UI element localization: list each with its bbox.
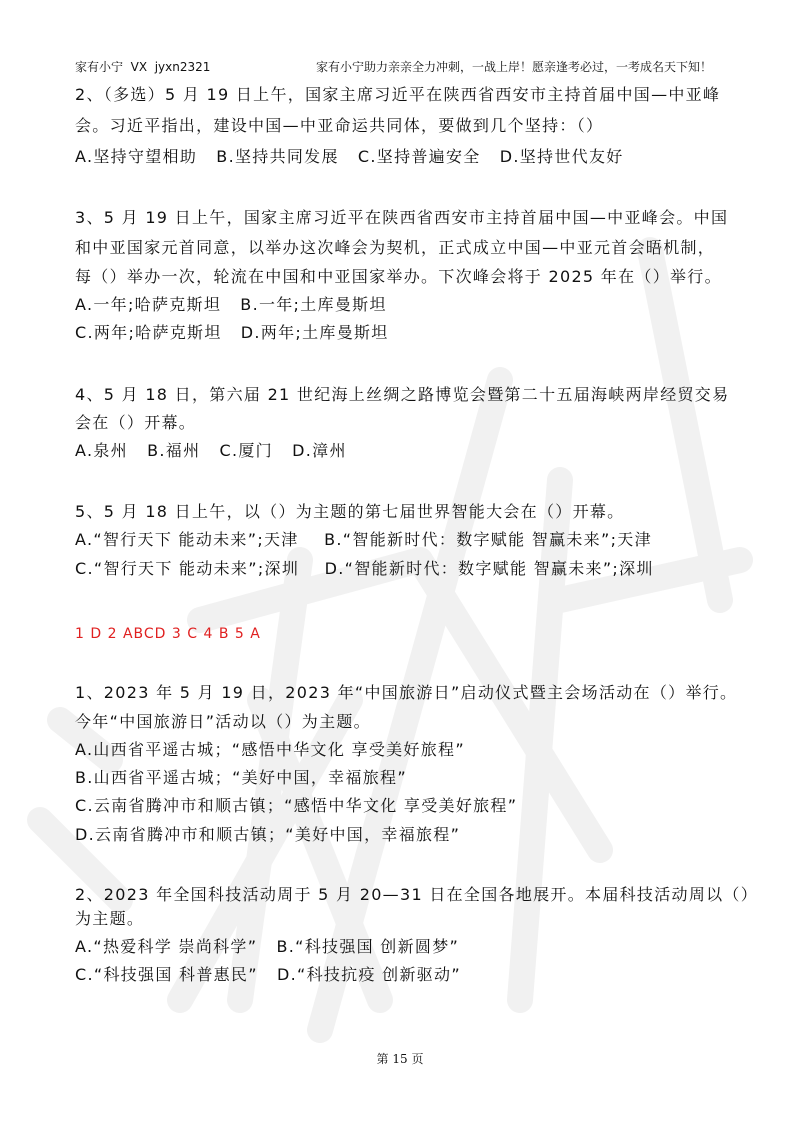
question-text: 1、2023 年 5 月 19 日，2023 年“中国旅游日”启动仪式暨主会场活动在（）举行。 bbox=[75, 683, 738, 702]
question-text: 3、5 月 19 日上午，国家主席习近平在陕西省西安市主持首届中国—中亚峰会。中国 bbox=[75, 208, 729, 227]
header-left: 家有小宁 VX jyxn2321 bbox=[75, 60, 211, 74]
option-line: C.两年;哈萨克斯坦 D.两年;土库曼斯坦 bbox=[75, 323, 389, 342]
header-right: 家有小宁助力亲亲全力冲刺，一战上岸！愿亲逢考必过，一考成名天下知！ bbox=[316, 60, 713, 74]
question-text: 2、2023 年全国科技活动周于 5 月 20—31 日在全国各地展开。本届科技活动周以（） bbox=[75, 885, 759, 904]
option-line: A.坚持守望相助 B.坚持共同发展 C.坚持普遍安全 D.坚持世代友好 bbox=[75, 147, 624, 166]
option-line: A.一年;哈萨克斯坦 B.一年;土库曼斯坦 bbox=[75, 295, 387, 314]
option-line: C.“智行天下 能动未来”;深圳 D.“智能新时代：数字赋能 智赢未来”;深圳 bbox=[75, 559, 654, 578]
question-text: 为主题。 bbox=[75, 909, 145, 928]
question-text: 和中亚国家元首同意，以举办这次峰会为契机，正式成立中国—中亚元首会晤机制， bbox=[75, 238, 716, 257]
option-line: D.云南省腾冲市和顺古镇；“美好中国，幸福旅程” bbox=[75, 825, 461, 844]
question-text: 今年“中国旅游日”活动以（）为主题。 bbox=[75, 712, 371, 731]
option-line: B.山西省平遥古城；“美好中国，幸福旅程” bbox=[75, 768, 407, 787]
option-line: A.山西省平遥古城；“感悟中华文化 享受美好旅程” bbox=[75, 740, 465, 759]
question-text: 会。习近平指出，建设中国—中亚命运共同体，要做到几个坚持：（） bbox=[75, 116, 604, 135]
question-text: 会在（）开幕。 bbox=[75, 413, 197, 432]
question-text: 2、（多选）5 月 19 日上午，国家主席习近平在陕西省西安市主持首届中国—中亚峰 bbox=[75, 85, 721, 104]
question-text: 5、5 月 18 日上午，以（）为主题的第七届世界智能大会在（）开幕。 bbox=[75, 502, 625, 521]
question-text: 4、5 月 18 日，第六届 21 世纪海上丝绸之路博览会暨第二十五届海峡两岸经贸交易 bbox=[75, 385, 730, 404]
option-line: A.泉州 B.福州 C.厦门 D.漳州 bbox=[75, 441, 347, 460]
option-line: C.“科技强国 科普惠民” D.“科技抗疫 创新驱动” bbox=[75, 965, 461, 984]
option-line: A.“热爱科学 崇尚科学” B.“科技强国 创新圆梦” bbox=[75, 937, 460, 956]
answer-key: 1 D 2 ABCD 3 C 4 B 5 A bbox=[75, 626, 261, 642]
page-number: 第 15 页 bbox=[376, 1052, 424, 1066]
question-text: 每（）举办一次，轮流在中国和中亚国家举办。下次峰会将于 2025 年在（）举行。 bbox=[75, 267, 722, 286]
option-line: A.“智行天下 能动未来”;天津 B.“智能新时代：数字赋能 智赢未来”;天津 bbox=[75, 530, 652, 549]
option-line: C.云南省腾冲市和顺古镇；“感悟中华文化 享受美好旅程” bbox=[75, 796, 518, 815]
